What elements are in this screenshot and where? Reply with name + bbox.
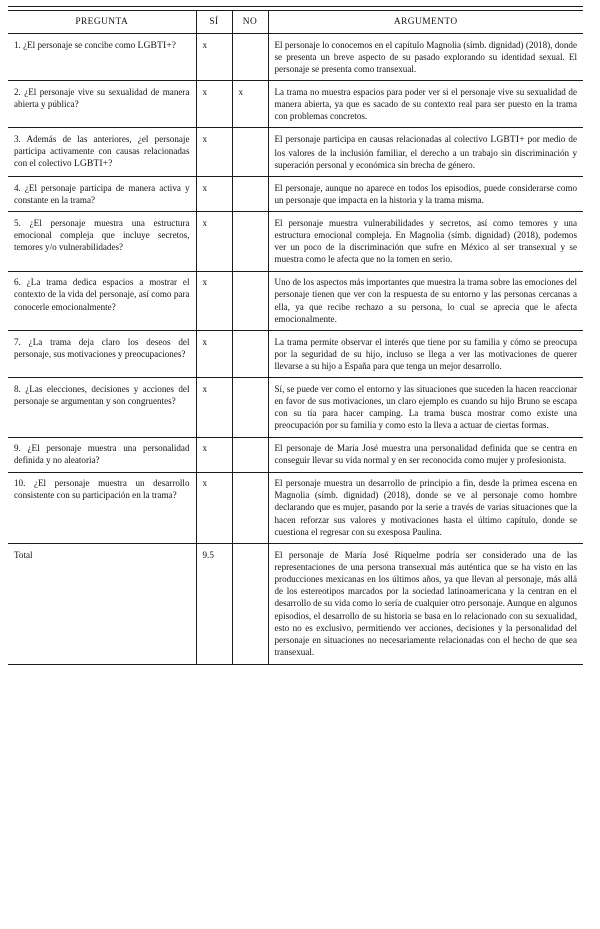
answer-no-cell bbox=[232, 271, 268, 330]
argument-cell: El personaje, aunque no aparece en todos los episodios, puede considerarse como un personaje que impacta en la historia y la trama misma. bbox=[268, 177, 583, 212]
answer-no-cell bbox=[232, 331, 268, 378]
answer-no-cell bbox=[232, 128, 268, 177]
acronym-lgbti: LGBTI+ bbox=[73, 158, 109, 170]
argument-cell: El personaje muestra vulnerabilidades y secretos, así como temores y una estructura emocional compleja. En Magnolia (símb. dignidad) (2018), podemos ver un poco de la discriminación que sufre en México al ser transexual y se muestra como le afecta que no la tomen en serio. bbox=[268, 212, 583, 271]
answer-no-cell bbox=[232, 437, 268, 472]
answer-no-cell bbox=[232, 378, 268, 437]
question-cell: 3. Además de las anteriores, ¿el personaje participa activamente con causas relacionadas con el colectivo LGBTI+? bbox=[8, 128, 196, 177]
argument-cell: El personaje participa en causas relacionadas al colectivo LGBTI+ por medio de los valores de la inclusión familiar, el derecho a un trabajo sin discriminación y superación personal y económica sin brecha de género. bbox=[268, 128, 583, 177]
column-header-no: NO bbox=[232, 10, 268, 34]
question-cell: 8. ¿Las elecciones, decisiones y acciones del personaje se argumentan y son congruentes? bbox=[8, 378, 196, 437]
question-cell: 7. ¿La trama deja claro los deseos del personaje, sus motivaciones y preocupaciones? bbox=[8, 331, 196, 378]
question-cell: 10. ¿El personaje muestra un desarrollo consistente con su participación en la trama? bbox=[8, 472, 196, 544]
argument-cell: Sí, se puede ver como el entorno y las situaciones que suceden la hacen reaccionar en favor de sus motivaciones, un claro ejemplo es cuando su hijo Bruno se escapa con su tía para hacer camping. La trama busca mostrar como existe una preocupación por su familia y como esto la lleva a actuar de ciertas formas. bbox=[268, 378, 583, 437]
answer-no-cell bbox=[232, 212, 268, 271]
acronym-lgbti: LGBTI+ bbox=[490, 133, 525, 145]
table-header bbox=[8, 7, 583, 34]
argument-cell: El personaje muestra un desarrollo de principio a fin, desde la primea escena en Magnolia (símb. dignidad) (2018), donde se ve al personaje como hombre declarando que es mujer, pasando por la serie a través de varias situaciones que la hacen reforzar sus valores y motivaciones hasta el último capítulo, donde se cuestiona el regresar con su exesposa Paulina. bbox=[268, 472, 583, 544]
total-label-cell: Total bbox=[8, 544, 196, 664]
column-header-pregunta: PREGUNTA bbox=[8, 10, 196, 34]
table-row bbox=[8, 34, 583, 81]
answer-si-cell: x bbox=[196, 212, 232, 271]
argument-cell: La trama permite observar el interés que tiene por su familia y cómo se preocupa por la seguridad de su hijo, incluso se llega a ver las motivaciones de querer llevarse a su hijo a España para que tenga un mejor desarrollo. bbox=[268, 331, 583, 378]
question-cell: 2. ¿El personaje vive su sexualidad de manera abierta y pública? bbox=[8, 81, 196, 128]
table-row bbox=[8, 472, 583, 544]
answer-si-cell: x bbox=[196, 81, 232, 128]
question-cell: 9. ¿El personaje muestra una personalidad definida y no aleatoria? bbox=[8, 437, 196, 472]
column-header-si: SÍ bbox=[196, 10, 232, 34]
answer-si-cell: x bbox=[196, 472, 232, 544]
answer-si-cell: x bbox=[196, 271, 232, 330]
answer-si-cell: x bbox=[196, 378, 232, 437]
table-row bbox=[8, 81, 583, 128]
answer-no-cell bbox=[232, 472, 268, 544]
argument-cell: La trama no muestra espacios para poder ver si el personaje vive su sexualidad de manera abierta, ya que es sacado de su contexto real para ser puesto en la trama con problemas concretos. bbox=[268, 81, 583, 128]
question-cell: 5. ¿El personaje muestra una estructura emocional compleja que incluye secretos, temores y/o vulnerabilidades? bbox=[8, 212, 196, 271]
table-row bbox=[8, 378, 583, 437]
question-cell: 1. ¿El personaje se concibe como LGBTI+? bbox=[8, 34, 196, 81]
argument-cell: El personaje lo conocemos en el capítulo Magnolia (símb. dignidad) (2018), donde se presenta un breve aspecto de su pasado explorando su identidad sexual. El personaje se presenta como transexual. bbox=[268, 34, 583, 81]
answer-no-cell bbox=[232, 544, 268, 664]
table-row bbox=[8, 437, 583, 472]
table-row bbox=[8, 128, 583, 177]
argument-cell: El personaje de María José muestra una personalidad definida que se centra en conseguir llevar su vida normal y en ser reconocida como mujer y profesionista. bbox=[268, 437, 583, 472]
total-score-cell: 9.5 bbox=[196, 544, 232, 664]
answer-no-cell bbox=[232, 177, 268, 212]
answer-si-cell: x bbox=[196, 331, 232, 378]
answer-si-cell: x bbox=[196, 177, 232, 212]
argument-cell: Uno de los aspectos más importantes que muestra la trama sobre las emociones del personaje tienen que ver con la respuesta de su entorno y las personas cercanas a ella, ya que recibe rechazo a su persona, lo cual se aprecia que le afecta emocionalmente. bbox=[268, 271, 583, 330]
header-row bbox=[8, 10, 583, 34]
table-row bbox=[8, 177, 583, 212]
table-row bbox=[8, 544, 583, 664]
column-header-argumento: ARGUMENTO bbox=[268, 10, 583, 34]
answer-si-cell: x bbox=[196, 34, 232, 81]
question-cell: 6. ¿La trama dedica espacios a mostrar el contexto de la vida del personaje, así como para conocerle emocionalmente? bbox=[8, 271, 196, 330]
question-cell: 4. ¿El personaje participa de manera activa y constante en la trama? bbox=[8, 177, 196, 212]
argument-cell: El personaje de María José Riquelme podría ser considerado una de las representaciones de una persona transexual más auténtica que se ha visto en las producciones mexicanas en los últimos años, ya que llevan al personaje, más allá de los estereotipos marcados por la sociedad latinoamericana y la centran en el desarrollo de su vida como lo sería de cualquier otro personaje. Aunque en algunos episodios, el desarrollo de su historia se basa en lo relacionado con su sexualidad, esto no es exclusivo, permitiendo ver acciones, decisiones y la personalidad del personaje en situaciones no necesariamente relacionadas con el hecho de que sea transexual. bbox=[268, 544, 583, 664]
table-row bbox=[8, 271, 583, 330]
answer-no-cell bbox=[232, 34, 268, 81]
table-row bbox=[8, 331, 583, 378]
table-body bbox=[8, 34, 583, 664]
answer-si-cell: x bbox=[196, 128, 232, 177]
acronym-lgbti: LGBTI+ bbox=[137, 39, 172, 51]
table-row bbox=[8, 212, 583, 271]
answer-si-cell: x bbox=[196, 437, 232, 472]
answer-no-cell: x bbox=[232, 81, 268, 128]
character-evaluation-table bbox=[8, 6, 583, 665]
